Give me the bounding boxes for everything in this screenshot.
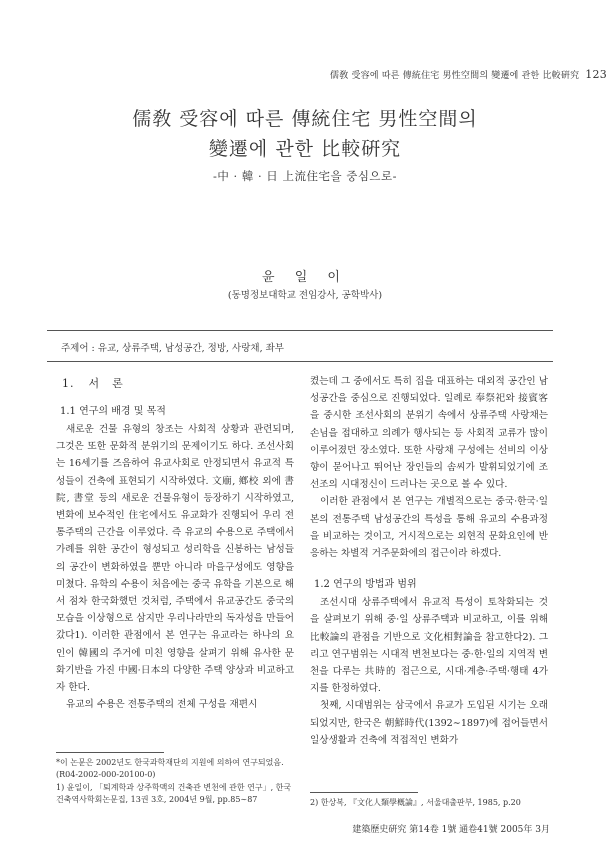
page-number: 123 bbox=[585, 68, 607, 81]
footnotes-left bbox=[56, 752, 294, 807]
section-number: 1. bbox=[62, 377, 75, 390]
running-title: 儒敎 受容에 따른 傳統住宅 男性空間의 變遷에 관한 比較硏究 bbox=[330, 71, 580, 81]
author-name: 윤 일 이 bbox=[262, 270, 348, 285]
author-affiliation: (동명정보대학교 전임강사, 공학박사) bbox=[227, 290, 383, 301]
body-paragraph: 새로운 건물 유형의 창조는 사회적 상황과 관련되며, 그것은 또한 문화적 분위기의 문제이기도 하다. 조선사회는 16세기를 즈음하여 유교사회로 안정되면서 유교적 특성들이 건축에 표현되기 시작하였다. 文廟, 鄕校 외에 書院, 書堂 등의 새로운 건물유형이 등장하기 시작하였고, 변화에 보수적인 住宅에서도 유교화가 진행되어 우리 전통주택의 근간을 이루었다. 즉 유교의 수용으로 주택에서 가례를 위한 공간이 형성되고 성리학을 신봉하는 남성들의 공간이 변화하였을 뿐만 아니라 마을구성에도 영향을 미쳤다. 유학의 수용이 처음에는 중국 유학을 기본으로 해서 점차 한국화했던 것처럼, 주택에서 유교공간도 중국의 모습을 이상형으로 삼지만 우리나라만의 독자성을 만들어갔다1). 이러한 관점에서 본 연구는 유교라는 하나의 요인이 韓國의 주거에 미친 영향을 살펴기 위해 유사한 문화기반을 가진 中國·日本의 다양한 주택 양상과 비교하고자 한다. bbox=[56, 424, 294, 694]
paper-subtitle: -中 · 韓 · 日 上流住宅을 중심으로- bbox=[212, 169, 398, 183]
footnotes-right bbox=[310, 792, 548, 810]
left-column bbox=[56, 373, 294, 713]
body-paragraph: 첫째, 시대범위는 삼국에서 유교가 도입된 시기는 오래되었지만, 한국은 朝鮮時代(1392∼1897)에 접어들면서 일상생활과 건축에 적접적인 변화가 bbox=[310, 700, 548, 746]
keywords-box bbox=[47, 330, 553, 362]
body-paragraph: 켰는데 그 중에서도 특히 집을 대표하는 대외적 공간인 남성공간을 중심으로 진행되었다. 일례로 奉祭祀와 接賓客을 중시한 조선사회의 분위기 속에서 상류주택 사랑채는 손님을 접대하고 의례가 행사되는 등 사회적 교류가 많이 이루어졌던 장소였다. 또한 사랑채 구성에는 선비의 이상향이 묻어나고 뛰어난 장인들의 솜씨가 발휘되었기에 조선조의 시대정신이 드러나는 곳으로 볼 수 있다. bbox=[310, 376, 548, 491]
journal-footer: 建築歷史硏究 第14卷 1號 通卷41號 2005年 3月 bbox=[352, 825, 550, 835]
body-paragraph: 이러한 관점에서 본 연구는 개별적으로는 중국·한국·일본의 전통주택 남성공간의 특성을 통해 유교의 수용과정을 비교하는 것이고, 거시적으로는 외현적 문화요인에 반응하는 차별적 거주문화에의 접근이라 하겠다. bbox=[310, 496, 548, 560]
body-paragraph: 조선시대 상류주택에서 유교적 특성이 토착화되는 것을 살펴보기 위해 중·일 상류주택과 비교하고, 이를 위해 比較論의 관점을 기반으로 文化相對論을 참고한다2). 그리고 연구범위는 시대적 변천보다는 중·한·일의 지역적 변천을 다루는 共時的 접근으로, 시대·계층·주택·행태 4가지를 한정하였다. bbox=[310, 597, 548, 695]
subsection-heading-method: 1.2 연구의 방법과 범위 bbox=[314, 579, 417, 591]
paper-title-line-2: 變遷에 관한 比較硏究 bbox=[208, 138, 402, 160]
body-paragraph: 유교의 수용은 전통주택의 전체 구성을 재편시 bbox=[66, 699, 258, 711]
right-column bbox=[310, 373, 548, 749]
section-title: 서 론 bbox=[88, 377, 124, 390]
keywords: 주제어 : 유교, 상류주택, 남성공간, 정방, 사랑채, 좌부 bbox=[61, 343, 284, 354]
footnote-divider bbox=[310, 792, 418, 793]
paper-title-line-1: 儒敎 受容에 따른 傳統住宅 男性空間의 bbox=[132, 108, 478, 130]
footnote: 2) 한상복, 『文化人類學槪論』, 서울대출판부, 1985, p.20 bbox=[310, 798, 521, 807]
footnote-divider bbox=[56, 752, 164, 753]
subsection-heading-background: 1.1 연구의 배경 및 목적 bbox=[60, 406, 166, 417]
footnote: *이 논문은 2002년도 한국과학재단의 지원에 의하여 연구되었음.(R04-2002-000-20100-0) bbox=[56, 758, 284, 779]
footnote: 1) 윤일이, 「퇴계학과 상주학맥의 건축관 변천에 관한 연구」, 한국건축역사학회논문집, 13권 3호, 2004년 9월, pp.85∼87 bbox=[56, 783, 292, 804]
running-header bbox=[330, 68, 607, 81]
section-heading-introduction bbox=[62, 373, 294, 395]
title-block bbox=[60, 104, 550, 184]
